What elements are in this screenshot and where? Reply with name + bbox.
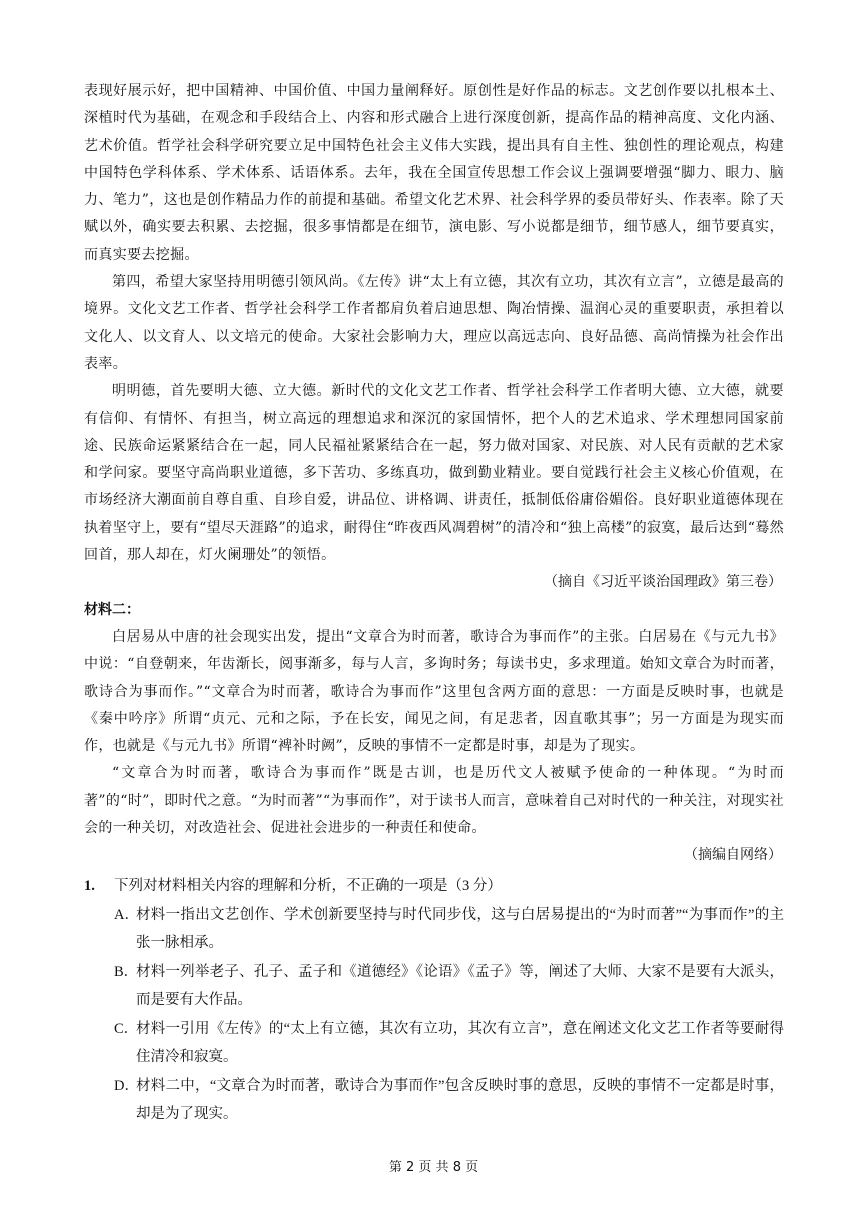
material1-paragraph-3: 明明德，首先要明大德、立大德。新时代的文化文艺工作者、哲学社会科学工作者明大德、立大德，就要有信仰、有情怀、有担当，树立高远的理想追求和深沉的家国情怀，把个人的艺术追求、学术理想同国家前途、民族命运紧紧结合在一起，同人民福祉紧紧结合在一起，努力做对国家、对民族、对人民有贡献的艺术家和学问家。要坚守高尚职业道德，多下苦功、多练真功，做到勤业精业。要自觉践行社会主义核心价值观，在市场经济大潮面前自尊自重、自珍自爱，讲品位、讲格调、讲责任，抵制低俗庸俗媚俗。良好职业道德体现在执着坚守上，要有“望尽天涯路”的追求，耐得住“昨夜西风凋碧树”的清冷和“独上高楼”的寂寞，最后达到“蓦然回首，那人却在，灯火阑珊处”的领悟。 — [84, 383, 784, 564]
option-b — [84, 958, 784, 1015]
option-d — [84, 1072, 784, 1129]
option-letter: D． — [114, 1077, 139, 1094]
option-letter: C． — [114, 1020, 139, 1037]
question-number: 1. — [84, 877, 95, 894]
option-c — [84, 1015, 784, 1072]
page-number-footer: 第 2 页 共 8 页 — [388, 1160, 479, 1175]
page-content — [84, 78, 784, 1129]
material1-source: （摘自《习近平谈治国理政》第三卷） — [544, 574, 782, 591]
option-text: 材料一指出文艺创作、学术创新要坚持与时代同步伐，这与白居易提出的“为时而著”“为事而作”的主张一脉相承。 — [136, 906, 784, 952]
question-1 — [84, 872, 784, 1129]
question-text: 下列对材料相关内容的理解和分析，不正确的一项是（3 分） — [114, 877, 502, 894]
material2-paragraph-1: 白居易从中唐的社会现实出发，提出“文章合为时而著，歌诗合为事而作”的主张。白居易在《与元九书》中说：“自登朝来，年齿渐长，阅事渐多，每与人言，多询时务；每读书史，多求理道。始知文章合为时而著，歌诗合为事而作。”“文章合为时而著，歌诗合为事而作”这里包含两方面的意思：一方面是反映时事，也就是《秦中吟序》所谓“贞元、元和之际，予在长安，闻见之间，有足悲者，因直歌其事”；另一方面是为现实而作，也就是《与元九书》所谓“裨补时阙”，反映的事情不一定都是时事，却是为了现实。 — [84, 628, 784, 755]
option-a — [84, 901, 784, 958]
option-text: 材料二中，“文章合为时而著，歌诗合为事而作”包含反映时事的意思，反映的事情不一定都是时事，却是为了现实。 — [136, 1077, 784, 1123]
material2-source: （摘编自网络） — [684, 847, 782, 864]
material1-paragraph-2: 第四，希望大家坚持用明德引领风尚。《左传》讲“太上有立德，其次有立功，其次有立言”，立德是最高的境界。文化文艺工作者、哲学社会科学工作者都肩负着启迪思想、陶冶情操、温润心灵的重要职责，承担着以文化人、以文育人、以文培元的使命。大家社会影响力大，理应以高远志向、良好品德、高尚情操为社会作出表率。 — [84, 274, 784, 372]
option-letter: A． — [114, 906, 139, 923]
option-letter: B． — [114, 963, 139, 980]
option-text: 材料一引用《左传》的“太上有立德，其次有立功，其次有立言”，意在阐述文化文艺工作者等要耐得住清冷和寂寞。 — [136, 1020, 784, 1066]
material2-paragraph-2: “文章合为时而著，歌诗合为事而作”既是古训，也是历代文人被赋予使命的一种体现。“为时而著”的“时”，即时代之意。“为时而著”“为事而作”，对于读书人而言，意味着自己对时代的一种关注，对现实社会的一种关切，对改造社会、促进社会进步的一种责任和使命。 — [84, 765, 784, 837]
material1-paragraph-1: 表现好展示好，把中国精神、中国价值、中国力量阐释好。原创性是好作品的标志。文艺创作要以扎根本土、深植时代为基础，在观念和手段结合上、内容和形式融合上进行深度创新，提高作品的精神高度、文化内涵、艺术价值。哲学社会科学研究要立足中国特色社会主义伟大实践，提出具有自主性、独创性的理论观点，构建中国特色学科体系、学术体系、话语体系。去年，我在全国宣传思想工作会议上强调要增强“脚力、眼力、脑力、笔力”，这也是创作精品力作的前提和基础。希望文化艺术界、社会科学界的委员带好头、作表率。除了天赋以外，确实要去积累、去挖掘，很多事情都是在细节，演电影、写小说都是细节，细节感人，细节要真实，而真实要去挖掘。 — [84, 83, 784, 263]
material2-heading: 材料二： — [84, 601, 140, 618]
option-text: 材料一列举老子、孔子、孟子和《道德经》《论语》《孟子》等，阐述了大师、大家不是要有大派头，而是要有大作品。 — [136, 963, 784, 1009]
question-stem — [84, 872, 784, 901]
